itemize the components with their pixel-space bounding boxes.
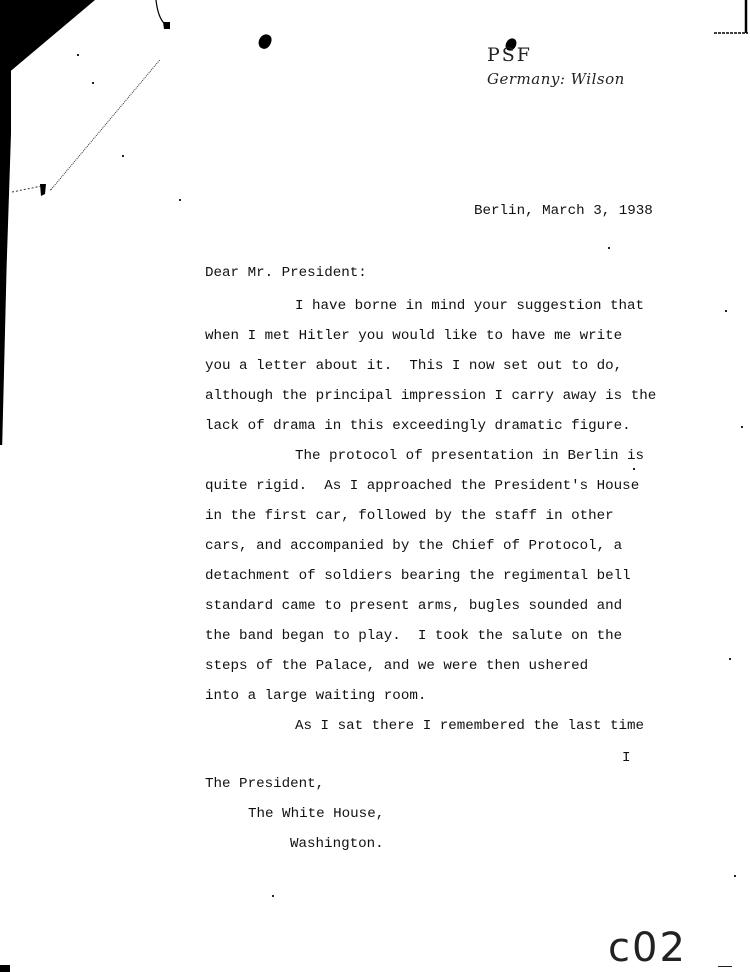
scan-border-bottom-left xyxy=(0,965,10,972)
body-line: detachment of soldiers bearing the regimental bell xyxy=(205,568,631,584)
fold-mark-icon xyxy=(12,180,46,196)
handwritten-file-subject: Germany: Wilson xyxy=(487,70,625,88)
body-line: in the first car, followed by the staff in other xyxy=(205,508,614,524)
body-line: the band began to play. I took the salute on the xyxy=(205,628,623,644)
ink-blot xyxy=(256,32,273,51)
body-line: I have borne in mind your suggestion that xyxy=(295,298,645,314)
body-line: into a large waiting room. xyxy=(205,688,427,704)
scan-speck xyxy=(729,658,731,660)
dateline: Berlin, March 3, 1938 xyxy=(474,203,653,219)
corner-mark-icon xyxy=(712,0,750,36)
addressee-line: The White House, xyxy=(248,806,385,822)
scan-speck xyxy=(92,82,94,84)
addressee-line: Washington. xyxy=(290,836,384,852)
addressee-line: The President, xyxy=(205,776,325,792)
scan-speck xyxy=(272,895,274,897)
scan-speck xyxy=(608,247,610,249)
scan-speck xyxy=(725,310,727,312)
body-line: The protocol of presentation in Berlin is xyxy=(295,448,645,464)
scan-speck xyxy=(122,155,124,157)
body-line: you a letter about it. This I now set out to do, xyxy=(205,358,623,374)
body-line: although the principal impression I carry away is the xyxy=(205,388,657,404)
body-line: quite rigid. As I approached the President's House xyxy=(205,478,640,494)
scan-speck xyxy=(741,426,743,428)
continuation-word: I xyxy=(622,750,631,766)
body-line: As I sat there I remembered the last time xyxy=(295,718,645,734)
handwritten-file-code: PSF xyxy=(487,44,532,66)
body-line: standard came to present arms, bugles sounded and xyxy=(205,598,623,614)
body-line: steps of the Palace, and we were then ushered xyxy=(205,658,589,674)
scan-border-left xyxy=(0,0,11,445)
body-line: cars, and accompanied by the Chief of Protocol, a xyxy=(205,538,623,554)
scan-speck xyxy=(633,468,635,470)
salutation: Dear Mr. President: xyxy=(205,265,367,281)
body-line: lack of drama in this exceedingly dramatic figure. xyxy=(205,418,631,434)
scan-border-corner xyxy=(0,0,95,80)
handwritten-page-code: c02 xyxy=(608,925,687,971)
scan-speck xyxy=(734,875,736,877)
scan-speck xyxy=(77,54,79,56)
scan-speck xyxy=(179,199,181,201)
staple-mark-icon xyxy=(155,0,177,32)
body-line: when I met Hitler you would like to have me write xyxy=(205,328,623,344)
scan-speck xyxy=(718,966,732,967)
